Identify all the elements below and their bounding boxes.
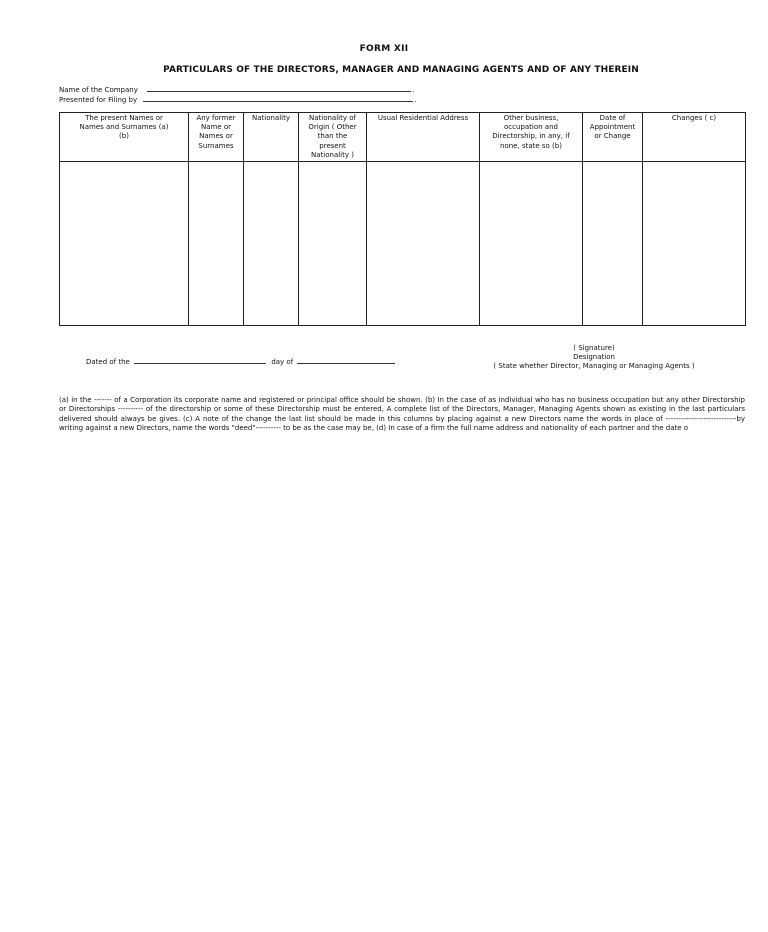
cell-changes[interactable] — [643, 162, 746, 326]
dated-prefix: Dated of the — [86, 358, 130, 366]
filing-row: Presented for Filing by . — [59, 96, 417, 104]
cell-residential-address[interactable] — [367, 162, 480, 326]
col-present-names: The present Names or Names and Surnames (a) (b) — [60, 113, 189, 162]
day-of-label: day of — [271, 358, 294, 366]
col-nationality-origin: Nationality of Origin ( Other than the present Nationality ) — [299, 113, 367, 162]
col-residential-address: Usual Residential Address — [367, 113, 480, 162]
filing-line[interactable] — [143, 94, 413, 102]
table-row — [60, 162, 746, 326]
company-name-label: Name of the Company — [59, 86, 138, 94]
company-name-row: Name of the Company . — [59, 86, 415, 94]
cell-date-appointment[interactable] — [583, 162, 643, 326]
cell-former-names[interactable] — [189, 162, 244, 326]
form-number: FORM XII — [359, 44, 409, 54]
col-changes: Changes ( c) — [643, 113, 746, 162]
cell-present-names[interactable] — [60, 162, 189, 326]
table-header-row — [60, 113, 746, 162]
signature-block — [476, 344, 712, 372]
directors-table — [59, 112, 746, 326]
col-date-appointment: Date of Appointment or Change — [583, 113, 643, 162]
company-name-line[interactable] — [147, 84, 411, 92]
filing-label: Presented for Filing by — [59, 96, 138, 104]
col-other-business: Other business, occupation and Directorship, in any, if none, state so (b) — [480, 113, 583, 162]
footnotes: (a) in the ------- of a Corporation its corporate name and registered or principal office should be shown. (b) In the case of as individual who has no business occupation but any other Directorship or Directorships ---------- of the directorship or some of these Directorship must be entered, A complete list of the Directors, Manager, Managing Agents shown as existing in the last particulars delivered should always be gives. (c) A note of the change the last list should be made in this columns by placing against a new Directors name the words in place of ----------------------------by writing against a new Directors, name the words "deed"---------- to be as the case may be, (d) In case of a firm the full name address and nationality of each partner and the date o — [59, 396, 745, 433]
cell-nationality-origin[interactable] — [299, 162, 367, 326]
col-nationality: Nationality — [244, 113, 299, 162]
dated-line[interactable] — [134, 356, 266, 364]
form-title: PARTICULARS OF THE DIRECTORS, MANAGER AND MANAGING AGENTS AND OF ANY THEREIN — [163, 65, 639, 75]
col-former-names: Any former Name or Names or Surnames — [189, 113, 244, 162]
day-of-line[interactable] — [297, 356, 395, 364]
state-whether-label: ( State whether Director, Managing or Managing Agents ) — [493, 362, 695, 371]
cell-nationality[interactable] — [244, 162, 299, 326]
dated-row — [86, 356, 395, 366]
designation-label: Designation — [573, 353, 615, 362]
cell-other-business[interactable] — [480, 162, 583, 326]
signature-label: ( Signature) — [573, 344, 615, 352]
